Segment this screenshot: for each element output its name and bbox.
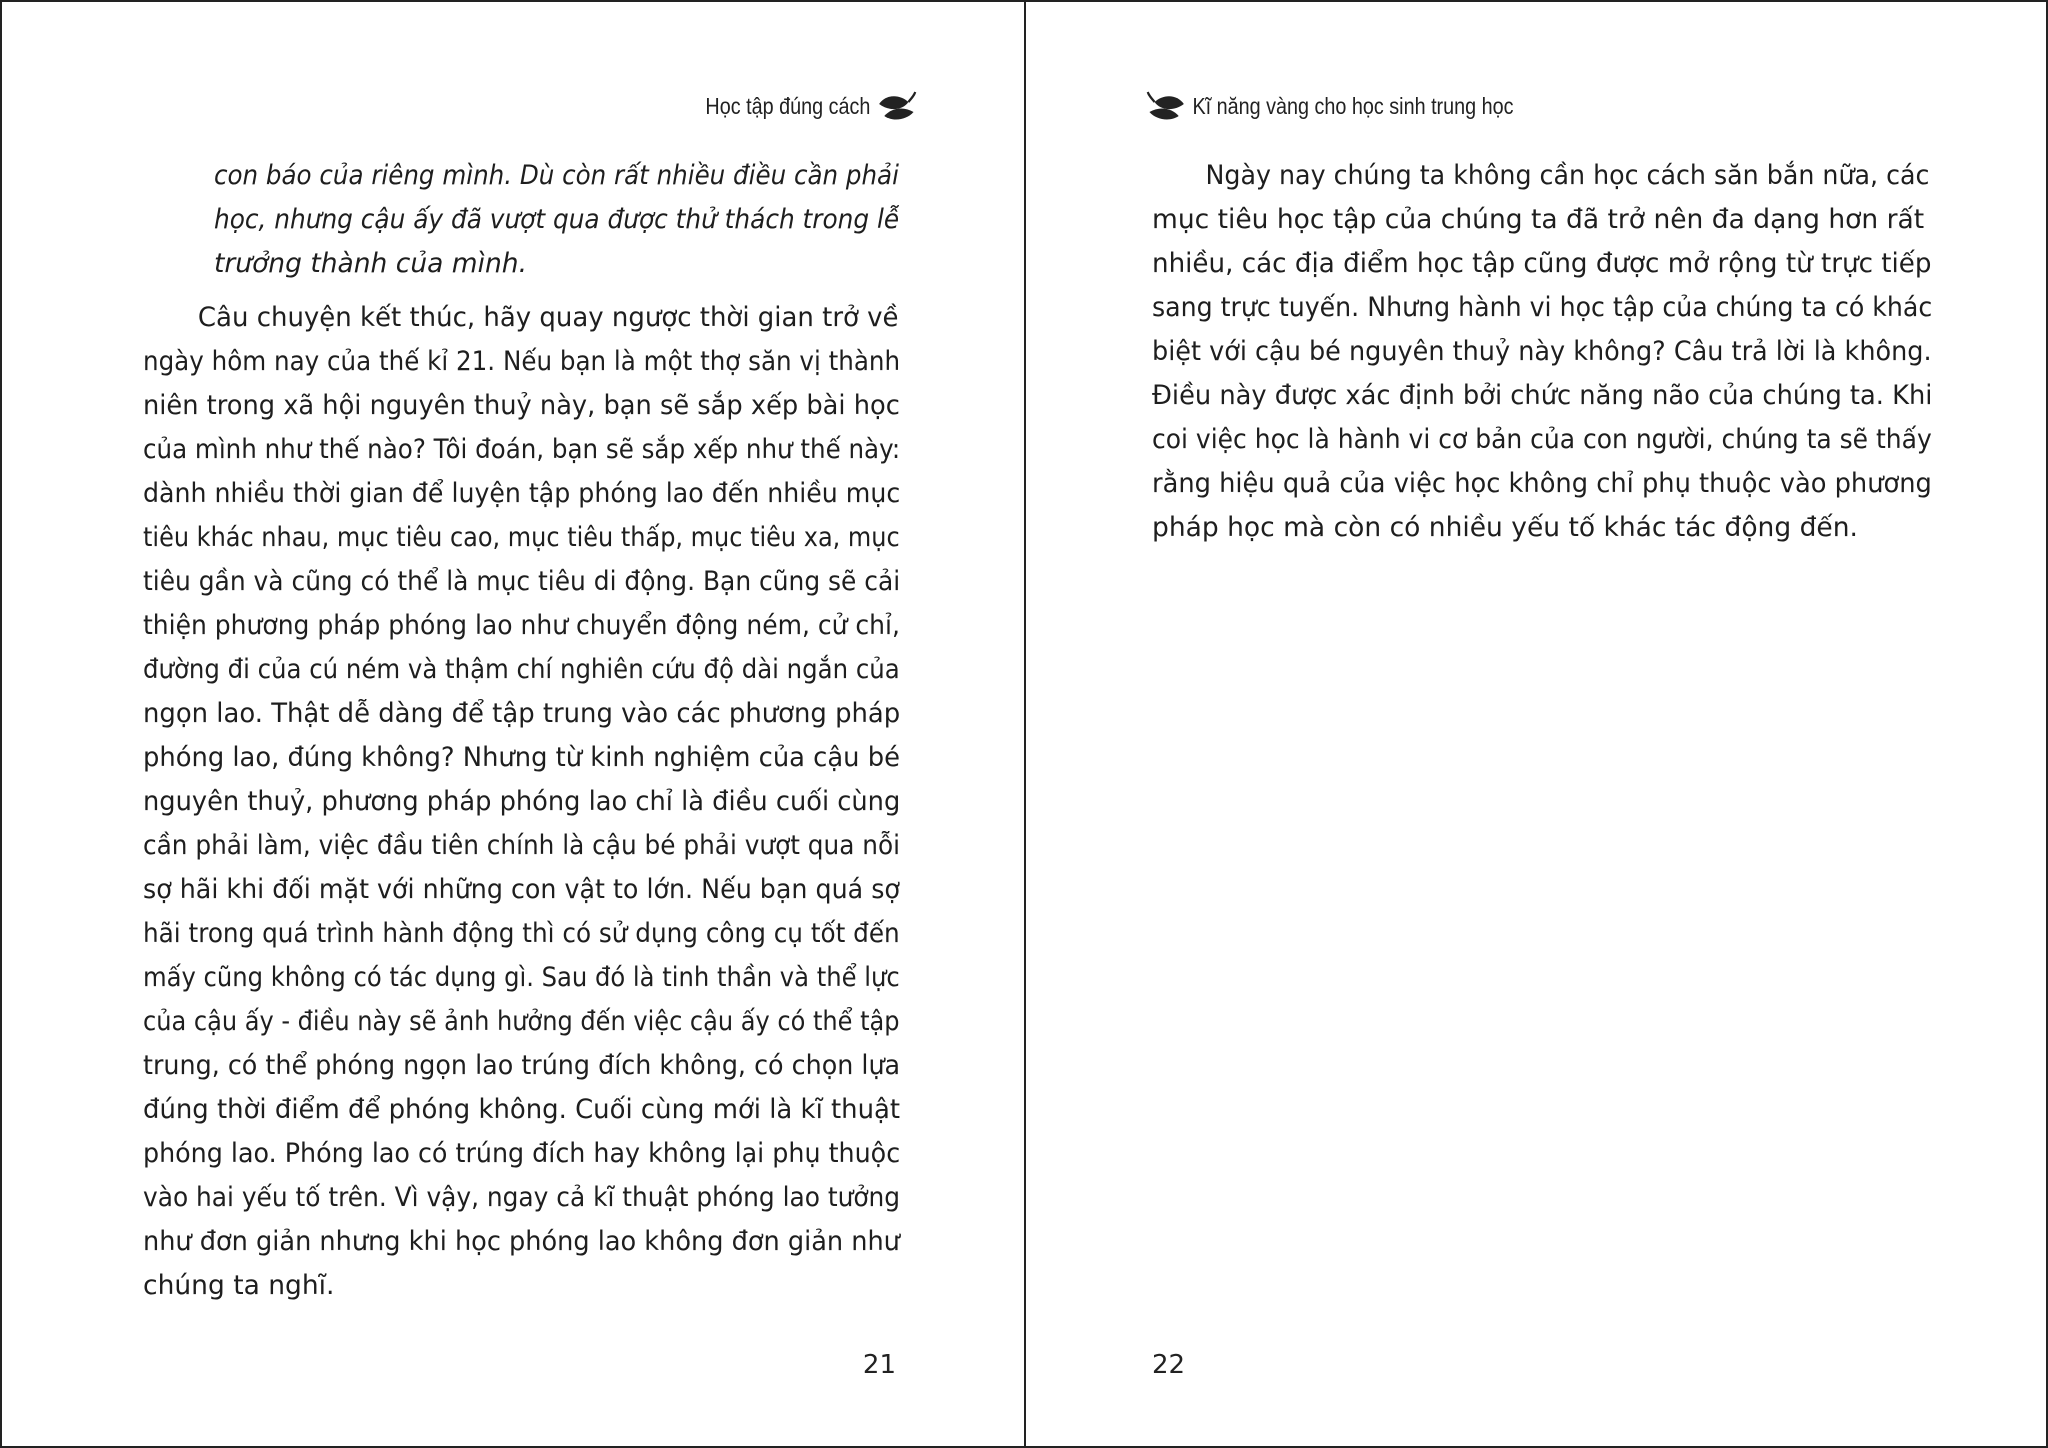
paragraph-line: như đơn giản nhưng khi học phóng lao không đơn giản như <box>143 1226 900 1257</box>
paragraph-line: phóng lao. Phóng lao có trúng đích hay không lại phụ thuộc <box>143 1138 901 1169</box>
paragraph-line: Câu chuyện kết thúc, hãy quay ngược thời gian trở về <box>197 302 899 333</box>
paragraph-line: ngọn lao. Thật dễ dàng để tập trung vào các phương pháp <box>143 698 901 729</box>
right-running-head-text: Kĩ năng vàng cho học sinh trung học <box>1192 92 1514 119</box>
leaf-ornament-icon <box>1146 90 1186 122</box>
paragraph-line: pháp học mà còn có nhiều yếu tố khác tác động đến. <box>1152 512 1858 543</box>
paragraph-line: Ngày nay chúng ta không cần học cách săn bắn nữa, các <box>1205 160 1930 191</box>
paragraph-line: nguyên thuỷ, phương pháp phóng lao chỉ là điều cuối cùng <box>143 786 901 817</box>
paragraph-line: hãi trong quá trình hành động thì có sử dụng công cụ tốt đến <box>143 918 900 949</box>
paragraph-line: niên trong xã hội nguyên thuỷ này, bạn sẽ sắp xếp bài học <box>143 390 900 421</box>
paragraph-line: sang trực tuyến. Nhưng hành vi học tập của chúng ta có khác <box>1152 292 1933 323</box>
left-quote-block <box>214 154 899 286</box>
quote-line: con báo của riêng mình. Dù còn rất nhiều điều cần phải <box>214 160 899 191</box>
paragraph-line: mấy cũng không có tác dụng gì. Sau đó là tinh thần và thể lực <box>143 962 900 993</box>
paragraph-line: biệt với cậu bé nguyên thuỷ này không? Câu trả lời là không. <box>1152 336 1932 367</box>
paragraph-line: coi việc học là hành vi cơ bản của con người, chúng ta sẽ thấy <box>1152 424 1932 455</box>
quote-line: học, nhưng cậu ấy đã vượt qua được thử thách trong lễ <box>214 204 900 235</box>
paragraph-line: mục tiêu học tập của chúng ta đã trở nên đa dạng hơn rất <box>1152 204 1925 235</box>
right-page <box>1026 2 2046 1446</box>
paragraph-line: chúng ta nghĩ. <box>143 1270 335 1301</box>
left-paragraph <box>143 296 900 1308</box>
paragraph-line: tiêu khác nhau, mục tiêu cao, mục tiêu thấp, mục tiêu xa, mục <box>143 522 900 553</box>
paragraph-line: ngày hôm nay của thế kỉ 21. Nếu bạn là một thợ săn vị thành <box>143 346 901 377</box>
leaf-ornament-icon <box>877 90 917 122</box>
right-running-head <box>1146 90 1514 122</box>
paragraph-line: nhiều, các địa điểm học tập cũng được mở rộng từ trực tiếp <box>1152 248 1932 279</box>
paragraph-line: đường đi của cú ném và thậm chí nghiên cứu độ dài ngắn của <box>143 654 900 685</box>
paragraph-line: thiện phương pháp phóng lao như chuyển động ném, cử chỉ, <box>143 610 900 641</box>
paragraph-line: của cậu ấy - điều này sẽ ảnh hưởng đến việc cậu ấy có thể tập <box>143 1006 900 1037</box>
paragraph-line: phóng lao, đúng không? Nhưng từ kinh nghiệm của cậu bé <box>143 742 900 773</box>
paragraph-line: trung, có thể phóng ngọn lao trúng đích không, có chọn lựa <box>143 1050 901 1081</box>
right-page-number: 22 <box>1152 1350 1186 1380</box>
paragraph-line: tiêu gần và cũng có thể là mục tiêu di động. Bạn cũng sẽ cải <box>143 566 901 597</box>
paragraph-line: đúng thời điểm để phóng không. Cuối cùng mới là kĩ thuật <box>143 1094 901 1125</box>
paragraph-line: của mình như thế nào? Tôi đoán, bạn sẽ sắp xếp như thế này: <box>143 434 901 465</box>
paragraph-line: cần phải làm, việc đầu tiên chính là cậu bé phải vượt qua nỗi <box>143 830 901 861</box>
paragraph-line: vào hai yếu tố trên. Vì vậy, ngay cả kĩ thuật phóng lao tưởng <box>143 1182 901 1213</box>
right-paragraph <box>1152 154 1932 550</box>
paragraph-line: rằng hiệu quả của việc học không chỉ phụ thuộc vào phương <box>1152 468 1932 499</box>
quote-line: trưởng thành của mình. <box>214 248 527 279</box>
left-running-head-text: Học tập đúng cách <box>705 92 871 119</box>
paragraph-line: sợ hãi khi đối mặt với những con vật to lớn. Nếu bạn quá sợ <box>143 874 900 905</box>
left-page-number: 21 <box>862 1350 896 1380</box>
left-page <box>2 2 1022 1446</box>
paragraph-line: Điều này được xác định bởi chức năng não của chúng ta. Khi <box>1152 380 1933 411</box>
paragraph-line: dành nhiều thời gian để luyện tập phóng lao đến nhiều mục <box>143 478 901 509</box>
left-running-head <box>706 90 917 122</box>
